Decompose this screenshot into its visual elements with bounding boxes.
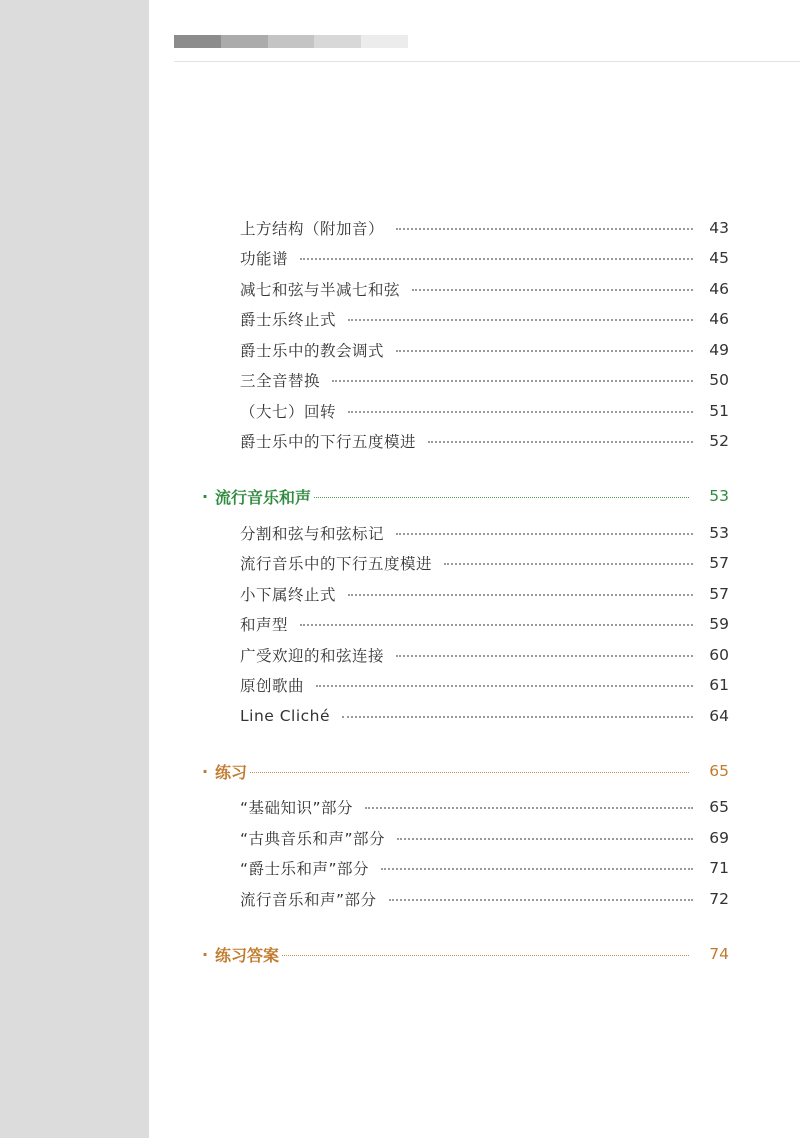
dot-leader xyxy=(282,955,689,956)
section-bullet: · xyxy=(202,944,209,964)
toc-entry-page: 59 xyxy=(709,615,729,633)
dot-leader xyxy=(314,497,689,498)
toc-entry-title: “基础知识”部分 xyxy=(240,799,354,817)
toc-entry[interactable] xyxy=(240,368,729,392)
toc-entry-title: “古典音乐和声”部分 xyxy=(240,830,386,848)
toc-entry-page: 65 xyxy=(709,798,729,816)
dot-leader xyxy=(381,868,693,870)
dot-leader xyxy=(348,594,693,596)
dot-leader xyxy=(428,441,693,443)
toc-entry-title: “爵士乐和声”部分 xyxy=(240,860,370,878)
section-bullet: · xyxy=(202,761,209,781)
section-bullet: · xyxy=(202,486,209,506)
dot-leader xyxy=(396,350,693,352)
toc-entry-title: 小下属终止式 xyxy=(240,586,337,604)
toc-entry[interactable] xyxy=(240,399,729,423)
toc-entry-title: （大七）回转 xyxy=(240,403,337,421)
toc-entry-page: 57 xyxy=(709,554,729,572)
toc-section-page: 74 xyxy=(709,945,729,963)
toc-entry[interactable] xyxy=(240,246,729,270)
toc-entry-page: 51 xyxy=(709,402,729,420)
toc-entry-page: 72 xyxy=(709,890,729,908)
dot-leader xyxy=(316,685,693,687)
dot-leader xyxy=(389,899,693,901)
toc-section-title: 流行音乐和声 xyxy=(215,487,312,507)
toc-entry-title: 减七和弦与半减七和弦 xyxy=(240,281,401,299)
toc-entry-page: 71 xyxy=(709,859,729,877)
toc-entry-title: 爵士乐中的教会调式 xyxy=(240,342,385,360)
dot-leader xyxy=(396,533,693,535)
toc-entry-title: 爵士乐中的下行五度模进 xyxy=(240,433,417,451)
toc-entry-page: 64 xyxy=(709,707,729,725)
toc-entry-page: 61 xyxy=(709,676,729,694)
toc-entry-page: 60 xyxy=(709,646,729,664)
dot-leader xyxy=(250,772,689,773)
toc-entry-page: 45 xyxy=(709,249,729,267)
toc-section-exercises[interactable] xyxy=(202,758,729,784)
toc-entry[interactable] xyxy=(240,643,729,667)
toc-entry-title: 原创歌曲 xyxy=(240,677,305,695)
toc-entry-page: 57 xyxy=(709,585,729,603)
dot-leader xyxy=(300,258,693,260)
toc-entry[interactable] xyxy=(240,521,729,545)
toc-section-page: 65 xyxy=(709,762,729,780)
dot-leader xyxy=(412,289,693,291)
dot-leader xyxy=(365,807,693,809)
toc-entry-title: 流行音乐中的下行五度模进 xyxy=(240,555,433,573)
dot-leader xyxy=(300,624,693,626)
toc-entry[interactable] xyxy=(240,795,729,819)
dot-leader xyxy=(396,655,693,657)
dot-leader xyxy=(342,716,693,718)
toc-section-page: 53 xyxy=(709,487,729,505)
toc-entry[interactable] xyxy=(240,704,729,728)
toc-section-title: 练习答案 xyxy=(215,945,280,965)
toc-entry[interactable] xyxy=(240,216,729,240)
toc-entry[interactable] xyxy=(240,429,729,453)
toc-entry-page: 52 xyxy=(709,432,729,450)
toc-entry-page: 43 xyxy=(709,219,729,237)
toc-entry[interactable] xyxy=(240,856,729,880)
toc-entry-page: 49 xyxy=(709,341,729,359)
toc-entry-title: 流行音乐和声”部分 xyxy=(240,891,377,909)
toc-entry-page: 50 xyxy=(709,371,729,389)
toc-entry[interactable] xyxy=(240,826,729,850)
toc-entry[interactable] xyxy=(240,307,729,331)
toc-entry-page: 46 xyxy=(709,280,729,298)
toc-entry-title: 三全音替换 xyxy=(240,372,321,390)
toc-entry[interactable] xyxy=(240,551,729,575)
dot-leader xyxy=(348,411,693,413)
toc-entry[interactable] xyxy=(240,338,729,362)
dot-leader xyxy=(397,838,693,840)
toc-entry-page: 46 xyxy=(709,310,729,328)
toc-entry[interactable] xyxy=(240,277,729,301)
dot-leader xyxy=(348,319,693,321)
toc-entry-title: 爵士乐终止式 xyxy=(240,311,337,329)
toc-entry-title: 和声型 xyxy=(240,616,289,634)
dot-leader xyxy=(396,228,693,230)
toc-entry-title: Line Cliché xyxy=(240,707,331,725)
dot-leader xyxy=(332,380,693,382)
toc-entry-title: 分割和弦与和弦标记 xyxy=(240,525,385,543)
toc-entry[interactable] xyxy=(240,887,729,911)
toc-section-answers[interactable] xyxy=(202,941,729,967)
toc-section-title: 练习 xyxy=(215,762,248,782)
toc-entry-page: 69 xyxy=(709,829,729,847)
toc-entry[interactable] xyxy=(240,582,729,606)
toc-section-pop-harmony[interactable] xyxy=(202,483,729,509)
toc-entry-page: 53 xyxy=(709,524,729,542)
toc-entry[interactable] xyxy=(240,673,729,697)
toc-entry-title: 功能谱 xyxy=(240,250,289,268)
toc-entry-title: 广受欢迎的和弦连接 xyxy=(240,647,385,665)
dot-leader xyxy=(444,563,693,565)
toc-entry[interactable] xyxy=(240,612,729,636)
toc-entry-title: 上方结构（附加音） xyxy=(240,220,385,238)
